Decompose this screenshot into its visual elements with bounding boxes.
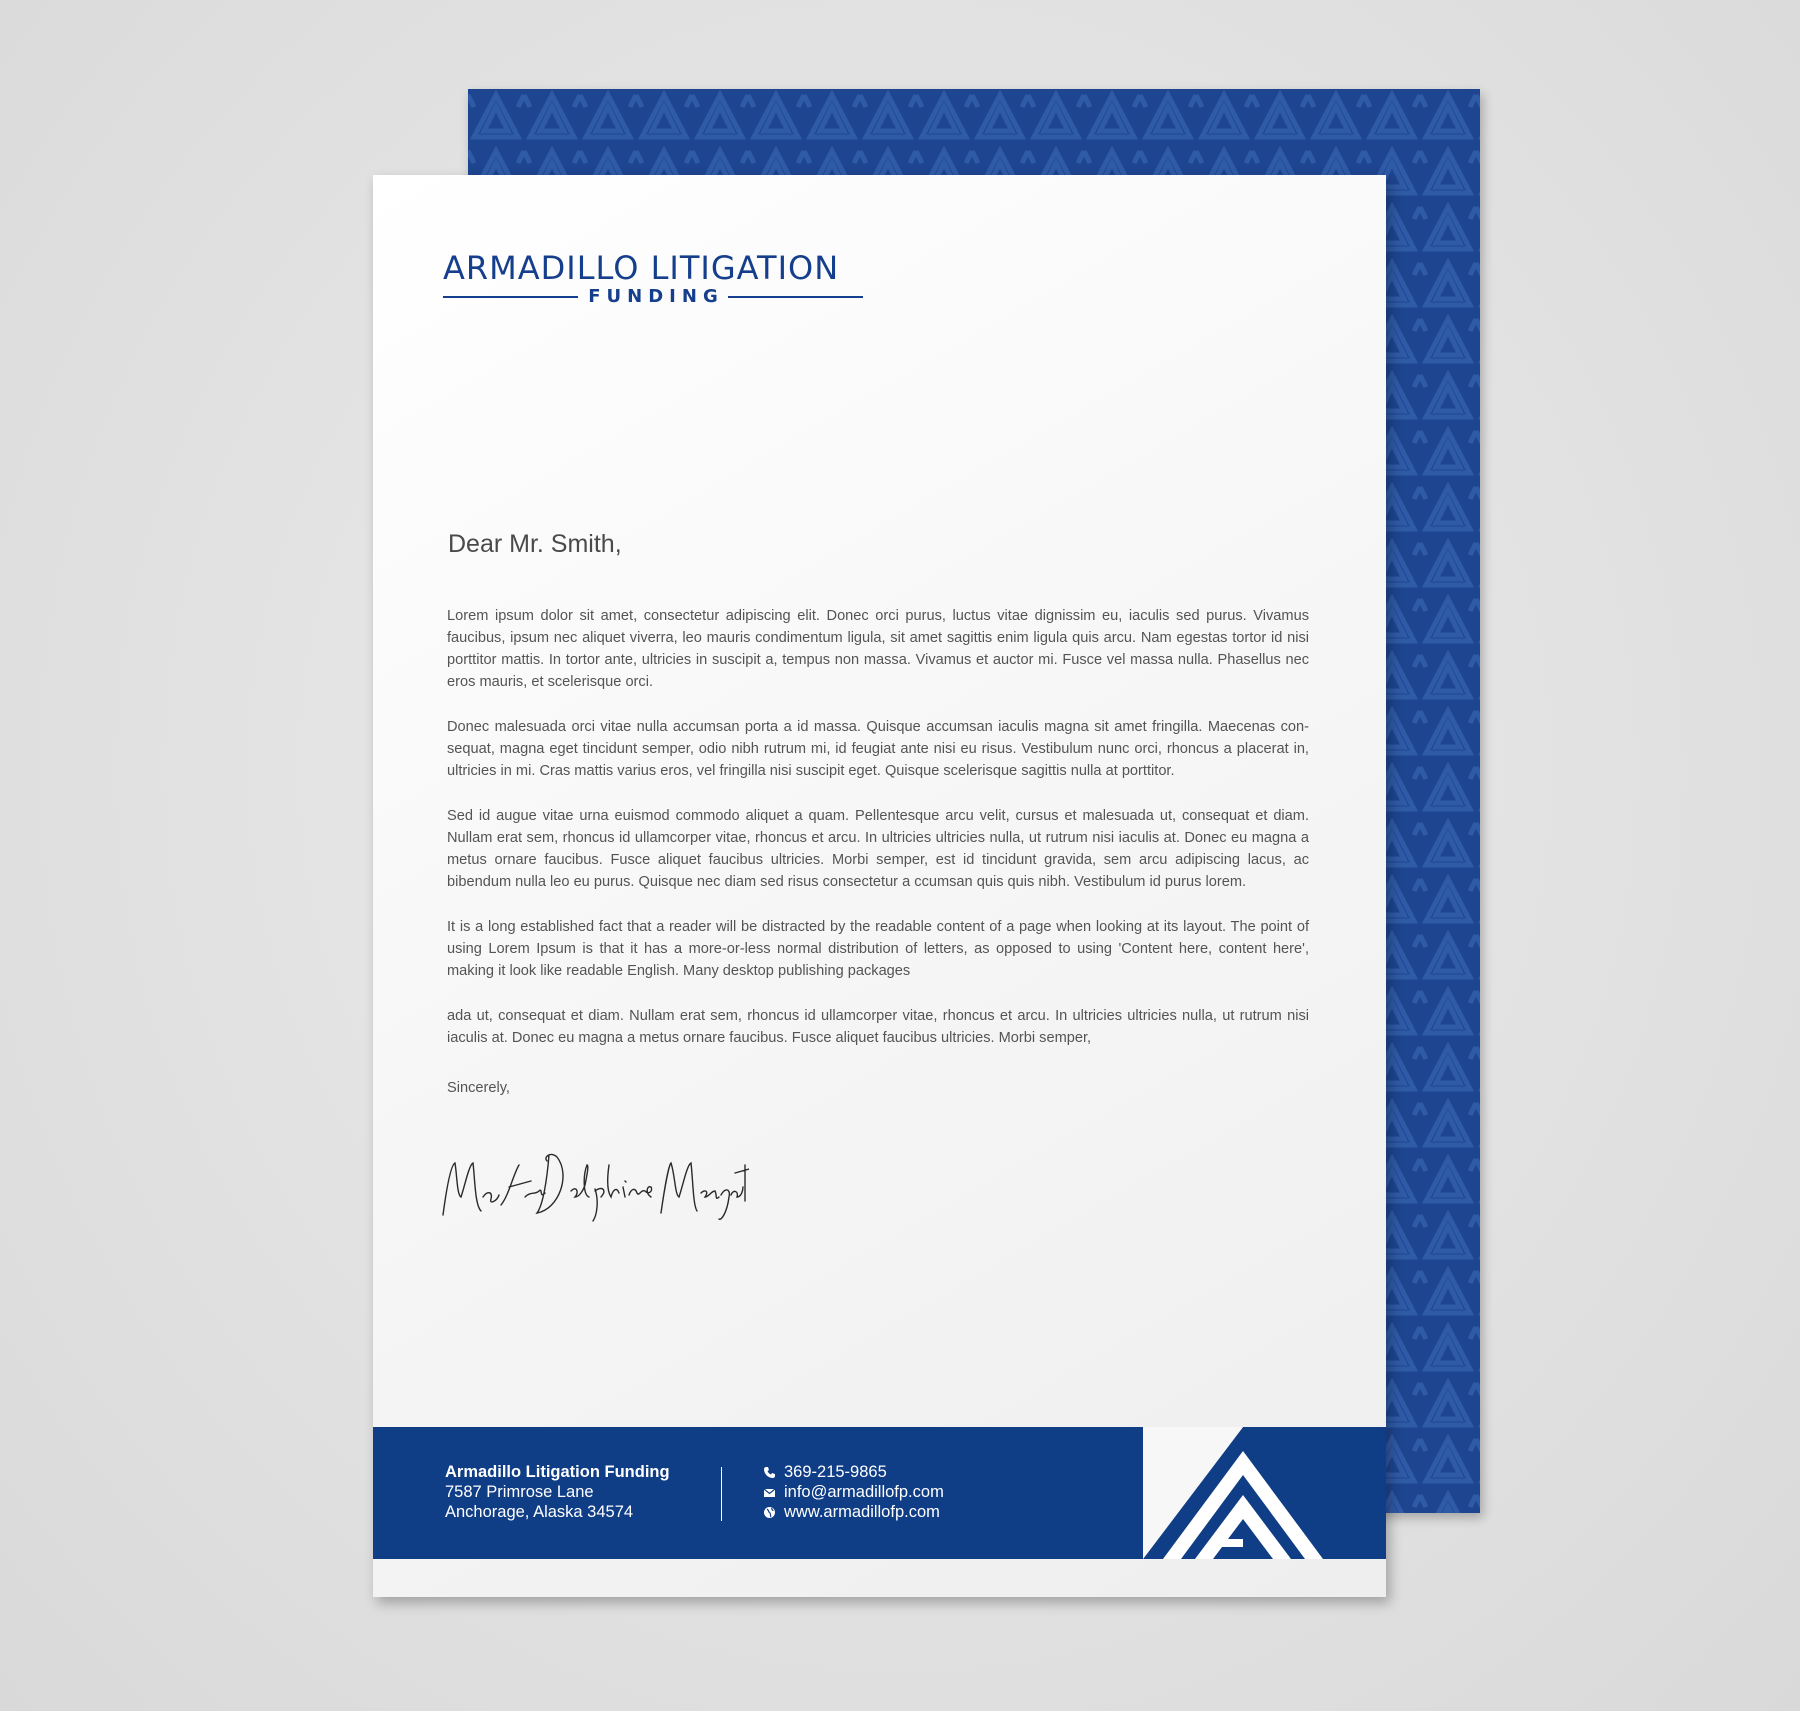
paragraph: It is a long established fact that a reader will be distracted by the readable content of a page when looking at its layout. The point of using Lorem Ipsum is that it has a more-or-less normal distribution of letters, as opposed to using 'Content here, content here', making it look like readable English. Many desktop publishing packages (447, 919, 1309, 979)
paragraph: ada ut, consequat et diam. Nullam erat sem, rhoncus id ullamcorper vitae, rhoncus et arcu. In ultricies ultricies nulla, ut rutrum nisi iaculis at. Donec eu magna a metus ornare faucibus. Fusce aliquet faucibus ultricies. Morbi semper, (447, 1008, 1309, 1046)
envelope-icon (763, 1486, 776, 1499)
footer-address-line2: Anchorage, Alaska 34574 (445, 1503, 634, 1521)
globe-icon (763, 1506, 776, 1519)
paragraph: Donec malesuada orci vitae nulla accumsan porta a id massa. Quisque accumsan iaculis magna sit amet fringilla. Maecenas con-sequat, magna eget tincidunt semper, odio nibh rutrum mi, id feugiat ante nisi eu risus. Vestibulum nunc orci, rhoncus a placerat in, ultricies in mi. Cras mattis varius eros, vel fringilla nisi suscipit eget. Quisque scelerisque sagittis nulla at porttitor. (447, 719, 1309, 779)
paragraph: Sed id augue vitae urna euismod commodo aliquet a quam. Pellentesque arcu velit, cursus et malesuada ut, consequat et diam. Nullam erat sem, rhoncus id ullamcorper vitae, rhoncus et arcu. In ultricies ultricies nulla, ut rutrum nisi iaculis at. Donec eu magna a metus ornare faucibus. Fusce aliquet faucibus ultricies. Morbi semper, est id tincidunt gravida, sem arcu adipiscing lacus, ac bibendum nulla leo eu purus. Quisque nec diam sed risus consectetur a ccumsan quis quis nibh. Vestibulum id purus lorem. (447, 808, 1309, 890)
footer-divider (721, 1467, 722, 1521)
footer-contact (763, 1462, 944, 1522)
footer-email: info@armadillofp.com (784, 1483, 944, 1501)
salutation: Dear Mr. Smith, (448, 530, 622, 558)
logo-rule-left (443, 296, 578, 298)
footer-company: Armadillo Litigation Funding (445, 1463, 670, 1481)
closing: Sincerely, (447, 1080, 510, 1096)
paragraph: Lorem ipsum dolor sit amet, consectetur adipiscing elit. Donec orci purus, luctus vitae dignissim eu, iaculis sed purus. Vivamus faucibus, ipsum nec aliquet viverra, leo mauris condimentum ligula, sit amet sagittis enim ligula quis arcu. Nam egestas tortor id nisi porttitor mattis. In tortor ante, ultricies in suscipit a, tempus non massa. Vivamus et auctor mi. Fusce vel massa nulla. Phasellus nec eros mauris, et scelerisque orci. (447, 608, 1309, 690)
logo-subtitle: FUNDING (588, 286, 724, 307)
letter-body (447, 605, 1309, 1072)
triangle-emblem (1143, 1427, 1386, 1564)
logo-rule-right (728, 296, 863, 298)
signature (439, 1135, 749, 1230)
footer-address-line1: 7587 Primrose Lane (445, 1483, 594, 1501)
company-logo (443, 251, 863, 307)
footer-phone: 369-215-9865 (784, 1463, 887, 1481)
letter-sheet (373, 175, 1386, 1597)
footer-website: www.armadillofp.com (784, 1503, 940, 1521)
logo-name: ARMADILLO LITIGATION (443, 249, 840, 287)
footer-address (445, 1462, 670, 1522)
phone-icon (763, 1466, 776, 1479)
